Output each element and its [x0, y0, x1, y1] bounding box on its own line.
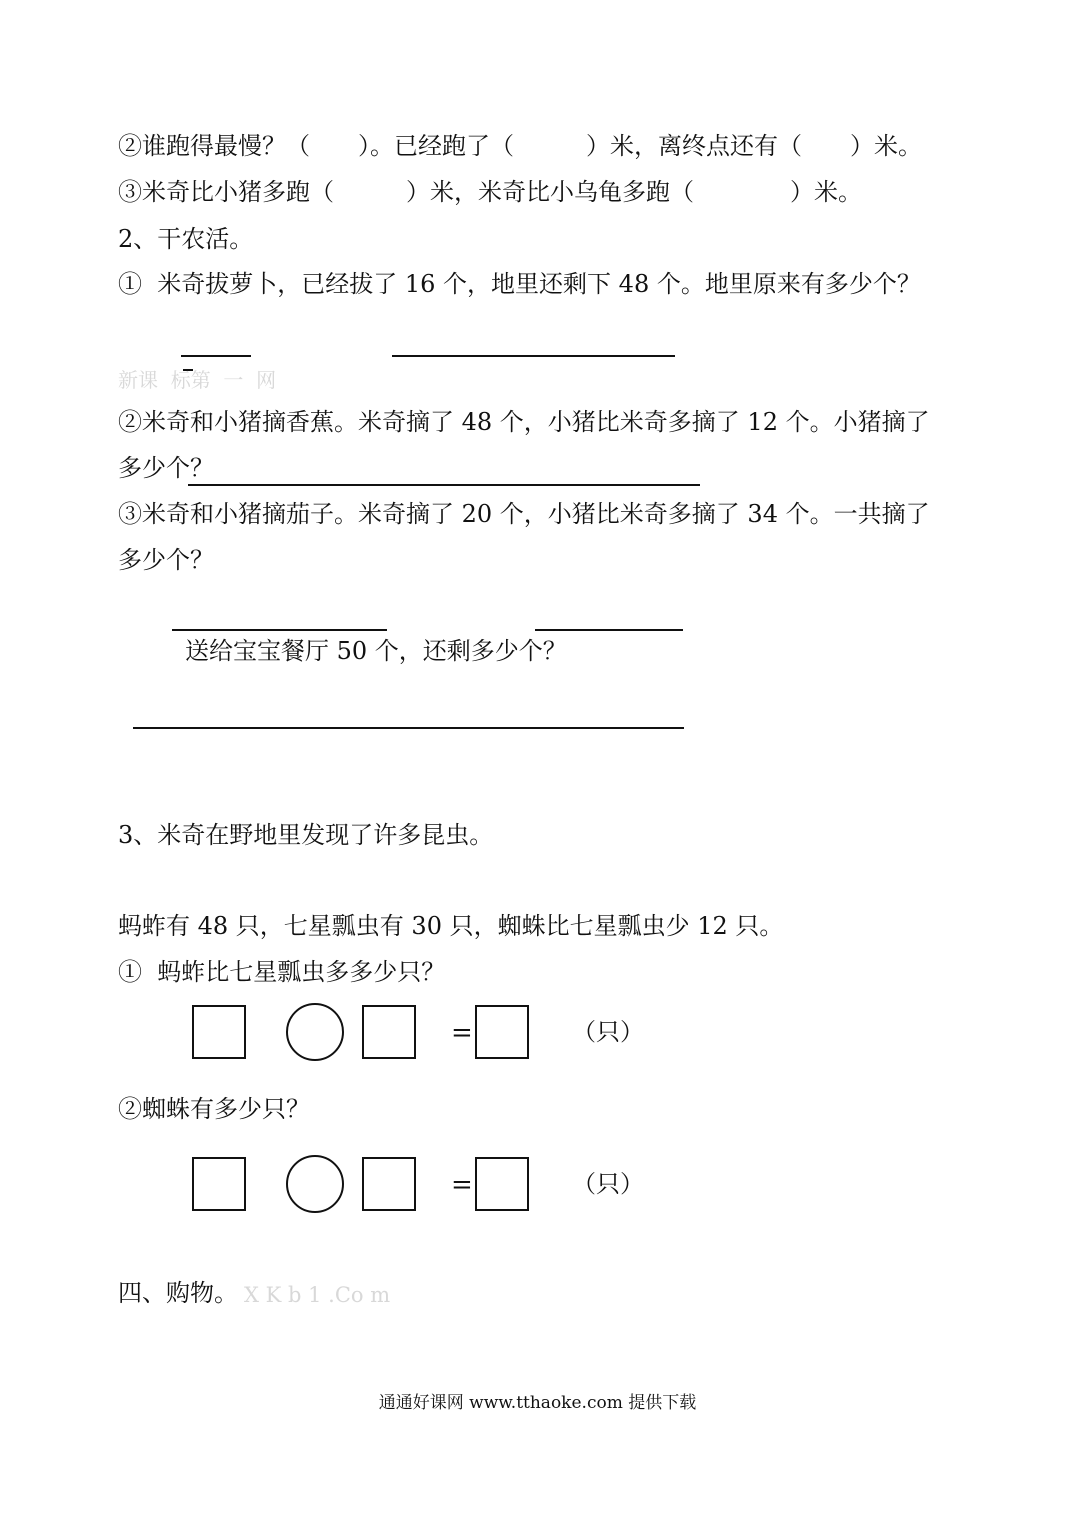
question-banana-line2: 多少个？	[118, 454, 214, 482]
answer-line	[172, 629, 387, 631]
race-question-difference: ③米奇比小猪多跑（ ）米，米奇比小乌龟多跑（ ）米。	[118, 178, 862, 206]
answer-line	[392, 355, 675, 357]
question-eggplant-line1: ③米奇和小猪摘茄子。米奇摘了 20 个，小猪比米奇多摘了 34 个。一共摘了	[118, 500, 930, 528]
equals-sign: =	[451, 1018, 473, 1048]
insects-info: 蚂蚱有 48 只，七星瓢虫有 30 只，蜘蛛比七星瓢虫少 12 只。	[118, 912, 784, 940]
page-footer: 通通好课网 www.tthaoke.com 提供下载	[378, 1393, 697, 1413]
race-question-slowest: ②谁跑得最慢？（ ）。已经跑了（ ）米，离终点还有（ ）米。	[118, 132, 922, 160]
operator-circle[interactable]	[286, 1003, 344, 1061]
watermark-text: 新课 标第 一 网	[118, 368, 277, 392]
question-eggplant-followup: 送给宝宝餐厅 50 个，还剩多少个？	[185, 637, 567, 665]
answer-box[interactable]	[362, 1005, 416, 1059]
answer-box[interactable]	[192, 1005, 246, 1059]
result-box[interactable]	[475, 1005, 529, 1059]
operator-circle[interactable]	[286, 1155, 344, 1213]
unit-label: （只）	[572, 1018, 644, 1046]
equals-sign: =	[451, 1170, 473, 1200]
answer-line	[133, 727, 684, 729]
question-grasshopper: ① 蚂蚱比七星瓢虫多多少只？	[118, 958, 446, 986]
question-spider: ②蜘蛛有多少只？	[118, 1095, 310, 1123]
answer-line	[181, 355, 251, 357]
answer-line	[188, 484, 700, 486]
section-title-insects: 3、米奇在野地里发现了许多昆虫。	[118, 821, 494, 849]
watermark-text: X K b 1 .Co m	[244, 1283, 391, 1307]
question-radish: ① 米奇拔萝卜，已经拔了 16 个，地里还剩下 48 个。地里原来有多少个？	[118, 270, 921, 298]
result-box[interactable]	[475, 1157, 529, 1211]
answer-box[interactable]	[362, 1157, 416, 1211]
section-title-shopping: 四、购物。	[118, 1279, 238, 1307]
question-eggplant-line2: 多少个？	[118, 546, 214, 574]
question-banana-line1: ②米奇和小猪摘香蕉。米奇摘了 48 个，小猪比米奇多摘了 12 个。小猪摘了	[118, 408, 930, 436]
section-title-farming: 2、干农活。	[118, 225, 254, 253]
answer-line	[535, 629, 683, 631]
unit-label: （只）	[572, 1170, 644, 1198]
answer-box[interactable]	[192, 1157, 246, 1211]
